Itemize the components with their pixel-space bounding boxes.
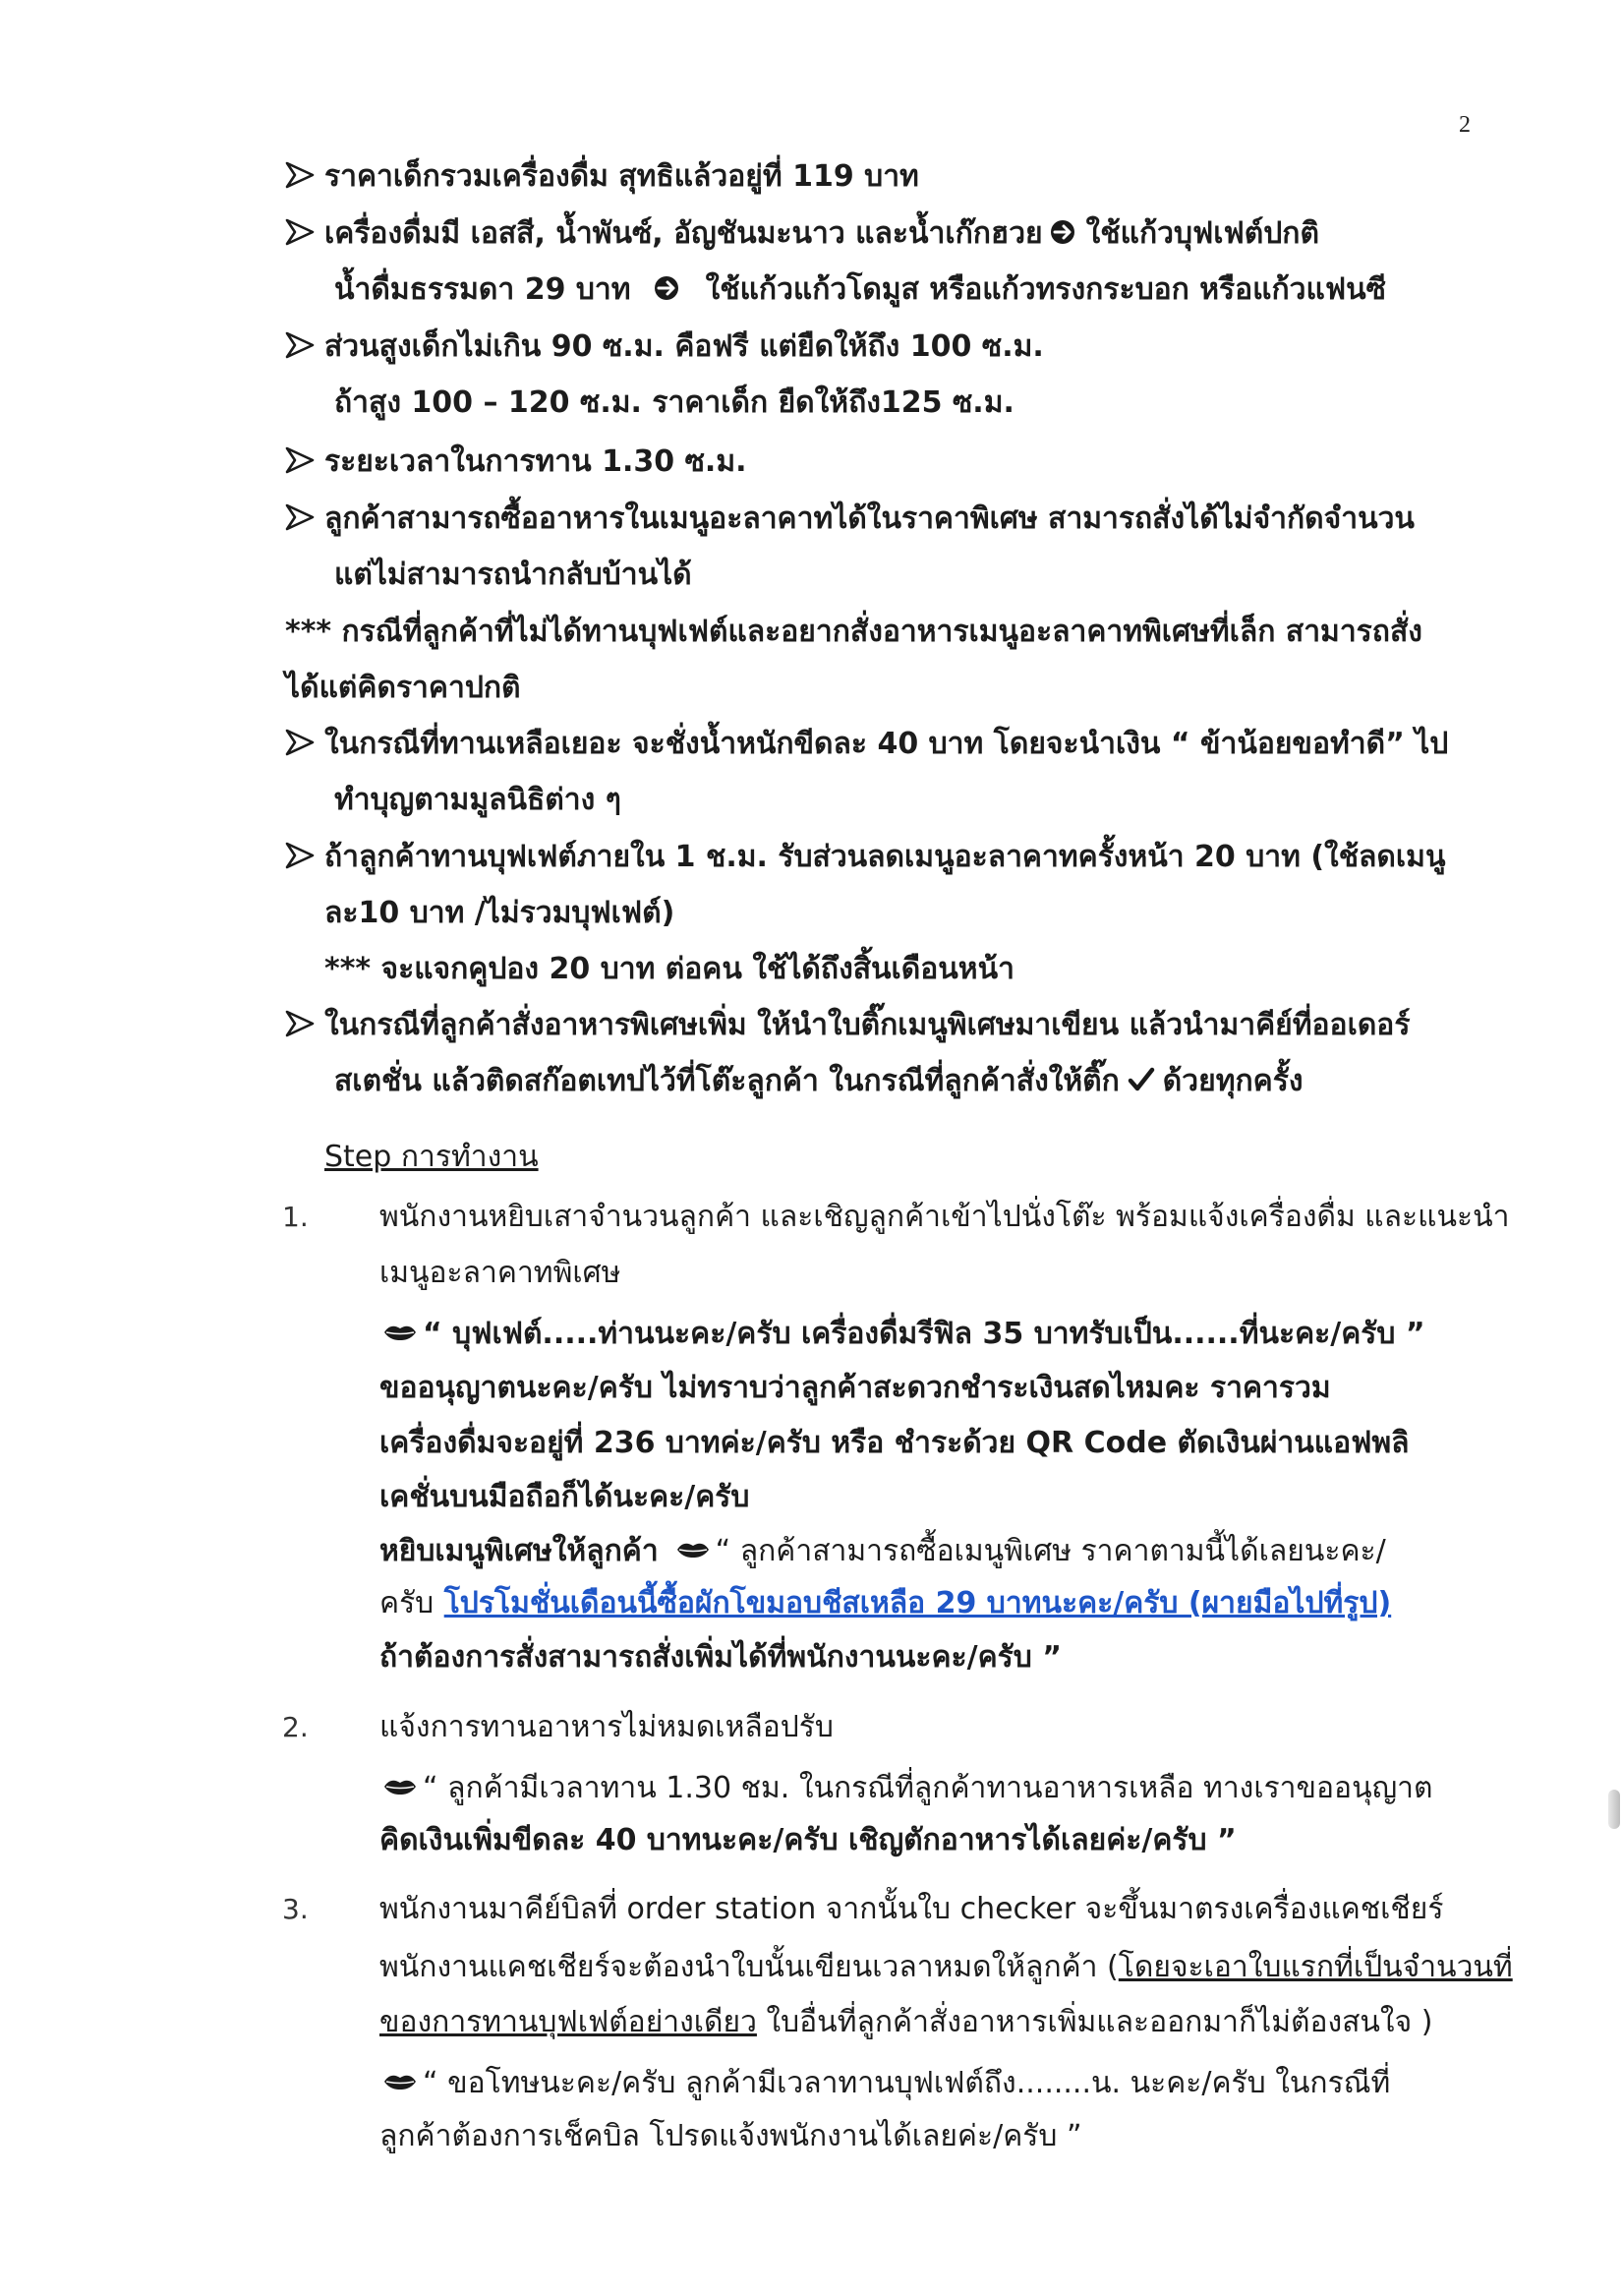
bullet-special-order-line2: สเตชั่น แล้วติดสก๊อตเทปไว้ที่โต๊ะลูกค้า ในกรณีที่ลูกค้าสั่งให้ติ๊ก ด้วยทุกครั้ง bbox=[334, 1064, 1304, 1098]
page-number: 2 bbox=[1459, 112, 1471, 138]
arrow-bullet-icon bbox=[285, 728, 315, 757]
arrow-bullet-icon bbox=[285, 445, 315, 475]
step-1-script-line3: เครื่องดื่มจะอยู่ที่ 236 บาทค่ะ/ครับ หรือ ชำระด้วย QR Code ตัดเงินผ่านแอฟพลิ bbox=[379, 1426, 1410, 1460]
scan-smudge bbox=[1608, 1790, 1620, 1829]
steps-heading: Step การทำงาน bbox=[324, 1140, 539, 1174]
arrow-bullet-icon bbox=[285, 160, 315, 190]
step-number: 3. bbox=[282, 1893, 309, 1925]
bullet-leftover: ในกรณีที่ทานเหลือเยอะ จะชั่งน้ำหนักขีดละ 40 บาท โดยจะนำเงิน “ ข้าน้อยขอทำดี” ไป bbox=[285, 725, 1448, 764]
step-1-script-line4: เคชั่นบนมือถือก็ได้นะคะ/ครับ bbox=[379, 1480, 750, 1514]
step-1-intro: พนักงานหยิบเสาจำนวนลูกค้า และเชิญลูกค้าเข้าไปนั่งโต๊ะ พร้อมแจ้งเครื่องดื่ม และแนะนำ bbox=[379, 1200, 1510, 1234]
step-3-script: “ ขอโทษนะคะ/ครับ ลูกค้ามีเวลาทานบุฟเฟต์ถึง........น. นะคะ/ครับ ในกรณีที่ bbox=[383, 2062, 1390, 2103]
bullet-special-order: ในกรณีที่ลูกค้าสั่งอาหารพิเศษเพิ่ม ให้นำใบติ๊กเมนูพิเศษมาเขียน แล้วนำมาคีย์ที่ออเดอร์ bbox=[285, 1006, 1410, 1045]
checkmark-icon bbox=[1128, 1065, 1155, 1092]
bullet-discount: ถ้าลูกค้าทานบุฟเฟต์ภายใน 1 ช.ม. รับส่วนลดเมนูอะลาคาทครั้งหน้า 20 บาท (ใช้ลดเมนู bbox=[285, 838, 1445, 877]
lips-icon bbox=[383, 1767, 417, 1785]
step-number: 2. bbox=[282, 1711, 309, 1743]
step-3-line3: ของการทานบุฟเฟต์อย่างเดียว ใบอื่นที่ลูกค้าสั่งอาหารเพิ่มและออกมาก็ไม่ต้องสนใจ ) bbox=[379, 2005, 1433, 2039]
step-1-intro-line2: เมนูอะลาคาทพิเศษ bbox=[379, 1256, 621, 1290]
bullet-discount-line2: ละ10 บาท /ไม่รวมบุฟเฟต์) bbox=[324, 896, 675, 930]
bullet-alacarte: ลูกค้าสามารถซื้ออาหารในเมนูอะลาคาทได้ในราคาพิเศษ สามารถสั่งได้ไม่จำกัดจำนวน bbox=[285, 500, 1415, 539]
bullet-duration: ระยะเวลาในการทาน 1.30 ซ.ม. bbox=[285, 442, 747, 482]
arrow-bullet-icon bbox=[285, 217, 315, 247]
step-1-script-line2: ขออนุญาตนะคะ/ครับ ไม่ทราบว่าลูกค้าสะดวกชำระเงินสดไหมคะ ราคารวม bbox=[379, 1371, 1331, 1405]
bullet-height: ส่วนสูงเด็กไม่เกิน 90 ซ.ม. คือฟรี แต่ยืดให้ถึง 100 ซ.ม. bbox=[285, 327, 1044, 367]
step-1-menu-script: หยิบเมนูพิเศษให้ลูกค้า “ ลูกค้าสามารถซื้อเมนูพิเศษ ราคาตามนี้ได้เลยนะคะ/ bbox=[379, 1530, 1386, 1571]
step-1-closing: ถ้าต้องการสั่งสามารถสั่งเพิ่มได้ที่พนักงานนะคะ/ครับ ” bbox=[379, 1640, 1062, 1675]
promo-link[interactable]: โปรโมชั่นเดือนนี้ซื้อผักโขมอบชีสเหลือ 29 บาทนะคะ/ครับ (ผายมือไปที่รูป) bbox=[443, 1586, 1392, 1620]
note-non-buffet-line2: ได้แต่คิดราคาปกติ bbox=[285, 671, 521, 705]
step-2-intro: แจ้งการทานอาหารไม่หมดเหลือปรับ bbox=[379, 1710, 834, 1744]
arrow-bullet-icon bbox=[285, 502, 315, 532]
bullet-child-price: ราคาเด็กรวมเครื่องดื่ม สุทธิแล้วอยู่ที่ 119 บาท bbox=[285, 157, 919, 197]
step-3-script-line2: ลูกค้าต้องการเช็คบิล โปรดแจ้งพนักงานได้เลยค่ะ/ครับ ” bbox=[379, 2119, 1082, 2153]
bullet-height-line2: ถ้าสูง 100 – 120 ซ.ม. ราคาเด็ก ยืดให้ถึง125 ซ.ม. bbox=[334, 385, 1014, 420]
step-3-line2: พนักงานแคชเชียร์จะต้องนำใบนั้นเขียนเวลาหมดให้ลูกค้า (โดยจะเอาใบแรกที่เป็นจำนวนที่ bbox=[379, 1950, 1513, 1984]
lips-icon bbox=[383, 2062, 417, 2080]
lips-icon bbox=[676, 1530, 710, 1548]
arrow-bullet-icon bbox=[285, 330, 315, 360]
note-non-buffet: *** กรณีที่ลูกค้าที่ไม่ได้ทานบุฟเฟต์และอยากสั่งอาหารเมนูอะลาคาทพิเศษที่เล็ก สามารถสั่ง bbox=[285, 615, 1422, 649]
lips-icon bbox=[383, 1313, 417, 1330]
circle-arrow-icon bbox=[653, 273, 684, 301]
bullet-drinks: เครื่องดื่มมี เอสสี, น้ำพันซ์, อัญชันมะนาว และน้ำเก๊กฮวย ใช้แก้วบุฟเฟต์ปกติ bbox=[285, 214, 1319, 254]
step-2-script: “ ลูกค้ามีเวลาทาน 1.30 ชม. ในกรณีที่ลูกค้าทานอาหารเหลือ ทางเราขออนุญาต bbox=[383, 1767, 1432, 1808]
bullet-alacarte-line2: แต่ไม่สามารถนำกลับบ้านได้ bbox=[334, 558, 692, 592]
step-2-script-line2: คิดเงินเพิ่มขีดละ 40 บาทนะคะ/ครับ เชิญตักอาหารได้เลยค่ะ/ครับ ” bbox=[379, 1823, 1237, 1857]
step-1-promo: ครับ โปรโมชั่นเดือนนี้ซื้อผักโขมอบชีสเหลือ 29 บาทนะคะ/ครับ (ผายมือไปที่รูป) bbox=[379, 1586, 1392, 1620]
bullet-drinks-line2: น้ำดื่มธรรมดา 29 บาท ใช้แก้วแก้วโดมูส หรือแก้วทรงกระบอก หรือแก้วแฟนซี bbox=[334, 272, 1386, 307]
arrow-bullet-icon bbox=[285, 1009, 315, 1038]
step-1-script: “ บุฟเฟต์.....ท่านนะคะ/ครับ เครื่องดื่มรีฟิล 35 บาทรับเป็น......ที่นะคะ/ครับ ” bbox=[383, 1313, 1425, 1354]
step-number: 1. bbox=[282, 1201, 309, 1233]
step-3-line1: พนักงานมาคีย์บิลที่ order station จากนั้นใบ checker จะขึ้นมาตรงเครื่องแคชเชียร์ bbox=[379, 1892, 1444, 1926]
bullet-leftover-line2: ทำบุญตามมูลนิธิต่าง ๆ bbox=[334, 783, 621, 817]
circle-arrow-icon bbox=[1049, 217, 1080, 245]
arrow-bullet-icon bbox=[285, 841, 315, 870]
bullet-discount-coupon: *** จะแจกคูปอง 20 บาท ต่อคน ใช้ได้ถึงสิ้นเดือนหน้า bbox=[324, 952, 1014, 986]
